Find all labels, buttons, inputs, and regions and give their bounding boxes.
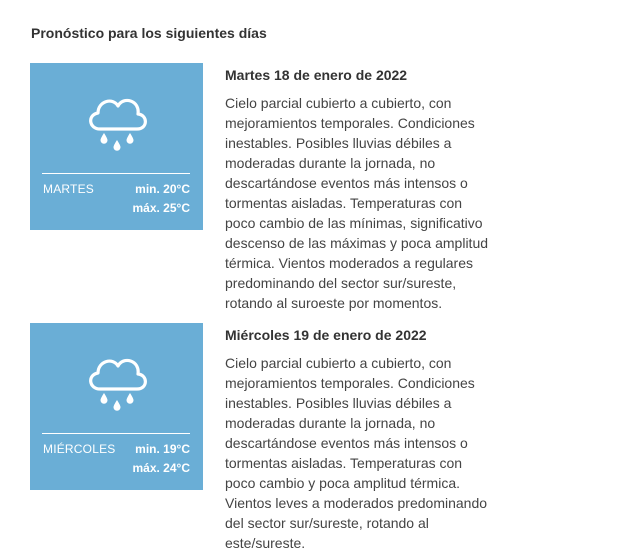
- forecast-card-wednesday: [30, 323, 203, 490]
- min-temperature: min. 19°C: [135, 442, 190, 456]
- card-divider: [42, 173, 190, 174]
- section-title: Pronóstico para los siguientes días: [31, 25, 267, 41]
- max-temperature: máx. 24°C: [132, 461, 190, 475]
- forecast-card-tuesday: [30, 63, 203, 230]
- min-temperature: min. 20°C: [135, 182, 190, 196]
- rain-cloud-icon: [82, 347, 152, 417]
- forecast-description: Cielo parcial cubierto a cubierto, con mejoramientos temporales. Condiciones inestables. Posibles lluvias débiles a moderadas durante la jornada, no descartándose eventos más intensos o tormentas aisladas. Temperaturas con poco cambio y poca amplitud térmica. Vientos leves a moderados predominando del sector sur/sureste, rotando al este/sureste.: [225, 355, 488, 551]
- rain-cloud-icon: [82, 87, 152, 157]
- forecast-details-wednesday: [225, 327, 495, 553]
- day-name: MIÉRCOLES: [43, 442, 116, 456]
- forecast-date: Miércoles 19 de enero de 2022: [225, 327, 427, 343]
- forecast-details-tuesday: [225, 67, 495, 313]
- max-temperature: máx. 25°C: [132, 201, 190, 215]
- day-name: MARTES: [43, 182, 94, 196]
- card-divider: [42, 433, 190, 434]
- forecast-description: Cielo parcial cubierto a cubierto, con mejoramientos temporales. Condiciones inestables. Posibles lluvias débiles a moderadas durante la jornada, no descartándose eventos más intensos o tormentas aisladas. Temperaturas con poco cambio de las mínimas, significativo descenso de las máximas y poca amplitud térmica. Vientos moderados a regulares predominando del sector sur/sureste, rotando al suroeste por momentos.: [225, 95, 489, 311]
- forecast-date: Martes 18 de enero de 2022: [225, 67, 408, 83]
